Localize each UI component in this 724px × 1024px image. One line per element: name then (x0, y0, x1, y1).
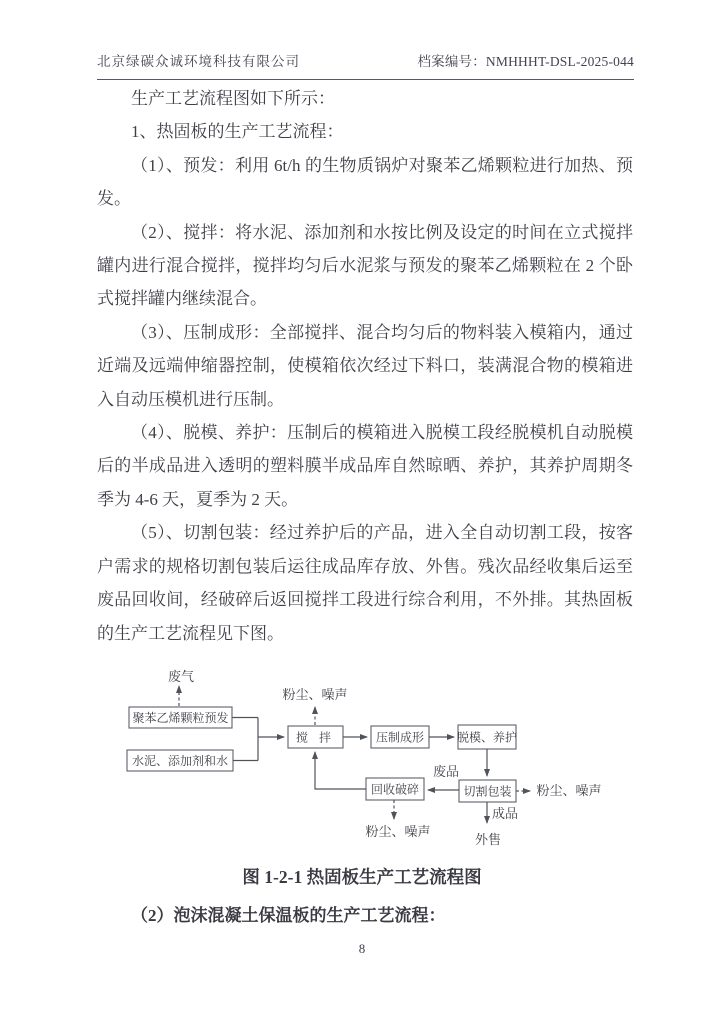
node-pre-expansion (129, 707, 232, 728)
node-crushing (366, 778, 424, 800)
body-text (97, 82, 633, 650)
node-demolding (457, 725, 517, 749)
page-number: 8 (358, 941, 366, 956)
process-flow-diagram (0, 655, 724, 855)
paragraph-step-3: （3）、压制成形：全部搅拌、混合均匀后的物料装入模箱内，通过近端及远端伸缩器控制，使模箱依次经过下料口，装满混合物的模箱进入自动压模机进行压制。 (97, 322, 633, 409)
node-crushing-label: 回收破碎 (370, 782, 420, 797)
paragraph-step-5: （5）、切割包装：经过养护后的产品，进入全自动切割工段，按客户需求的规格切割包装后运往成品库存放、外售。残次品经收集后运至废品回收间，经破碎后返回搅拌工段进行综合利用，不外排。其热固板的生产工艺流程见下图。 (97, 523, 633, 643)
emission-arrows (179, 686, 530, 819)
paragraph-step-1: （1）、预发：利用 6t/h 的生物质锅炉对聚苯乙烯颗粒进行加热、预发。 (97, 155, 633, 209)
figure-caption: 图 1-2-1 热固板生产工艺流程图 (242, 867, 482, 887)
label-finished-product: 成品 (491, 806, 519, 821)
node-cutting-label: 切割包装 (463, 784, 512, 799)
node-demolding-label: 脱模、养护 (456, 730, 518, 745)
node-pressing (371, 726, 429, 748)
node-mixing (288, 726, 343, 748)
paragraph-section-title: 1、热固板的生产工艺流程： (131, 122, 344, 142)
paragraph-step-2: （2）、搅拌：将水泥、添加剂和水按比例及设定的时间在立式搅拌罐内进行混合搅拌，搅拌均匀后水泥浆与预发的聚苯乙烯颗粒在 2 个卧式搅拌罐内继续混合。 (97, 222, 633, 309)
node-pre-expansion-label: 聚苯乙烯颗粒预发 (132, 711, 229, 725)
node-cutting (459, 780, 516, 802)
company-name: 北京绿碳众诚环境科技有限公司 (97, 54, 300, 69)
label-dust-noise-crushing: 粉尘、噪声 (365, 824, 431, 839)
next-section-heading: （2）泡沫混凝土保温板的生产工艺流程： (131, 906, 446, 925)
label-waste-gas: 废气 (167, 669, 195, 684)
archive-number: 档案编号：NMHHHT-DSL-2025-044 (417, 54, 634, 69)
label-dust-noise-cutting: 粉尘、噪声 (536, 783, 602, 798)
node-cement-water (127, 750, 233, 771)
node-cement-water-label: 水泥、添加剂和水 (131, 754, 229, 768)
node-pressing-label: 压制成形 (375, 730, 425, 745)
label-dust-noise-mixing: 粉尘、噪声 (282, 687, 348, 702)
paragraph-intro: 生产工艺流程图如下所示： (131, 89, 335, 108)
label-sold-out: 外售 (474, 832, 502, 847)
node-mixing-label: 搅 拌 (295, 730, 336, 745)
page-header (97, 50, 634, 80)
label-waste-product: 废品 (432, 764, 460, 779)
paragraph-step-4: （4）、脱模、养护：压制后的模箱进入脱模工段经脱模机自动脱模后的半成品进入透明的塑料膜半成品库自然晾晒、养护，其养护周期冬季为 4-6 天，夏季为 2 天。 (97, 423, 633, 509)
